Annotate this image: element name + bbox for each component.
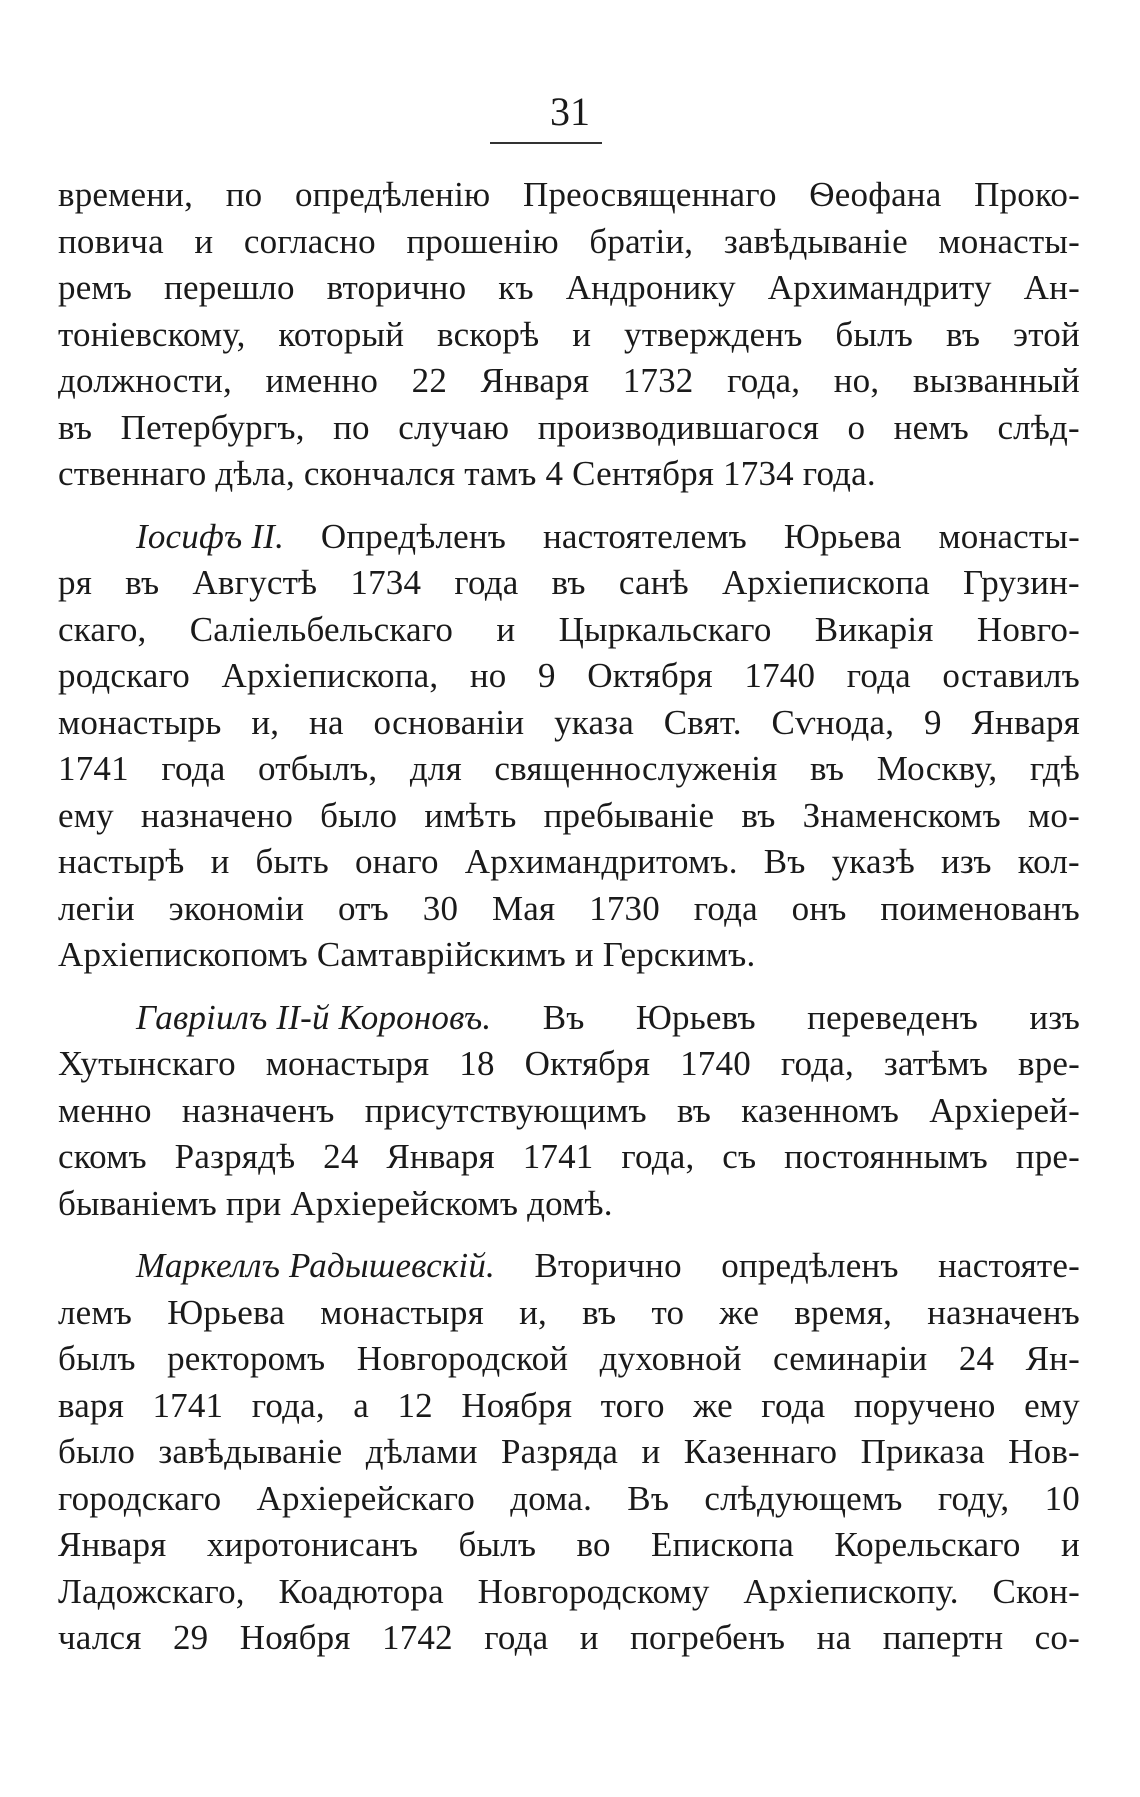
text-line: ственнаго дѣла, скончался тамъ 4 Сентября 1734 года. [58,454,876,493]
body-text [58,172,1080,1662]
text-line: повича и согласно прошенію братіи, завѣдываніе монасты- [58,221,1080,261]
page-number-rule [490,142,602,144]
paragraph-first-line: Маркеллъ Радышевскій. Вторично опредѣленъ настояте- [58,1243,1080,1290]
text-line: Января хиротонисанъ былъ во Епископа Корельскаго и [58,1525,1080,1564]
text-line: Хутынскаго монастыря 18 Октября 1740 года, затѣмъ вре- [58,1044,1080,1083]
person-name: Іосифъ II. [136,516,285,556]
text-line: настырѣ и быть онаго Архимандритомъ. Въ указѣ изъ кол- [58,842,1080,881]
text-line: тоніевскому, который вскорѣ и утвержденъ былъ въ этой [58,314,1080,354]
text-line: ря въ Августѣ 1734 года въ санѣ Архіепископа Грузин- [58,563,1080,602]
text-line: ему назначено было имѣть пребываніе въ Знаменскомъ мо- [58,795,1080,835]
text-line: городскаго Архіерейскаго дома. Въ слѣдующемъ году, 10 [58,1478,1080,1518]
page-number: 31 [550,89,590,134]
paragraph-first-line: Гавріилъ II-й Короновъ. Въ Юрьевъ переведенъ изъ [58,995,1080,1042]
text-line: былъ ректоромъ Новгородской духовной семинаріи 24 Ян- [58,1339,1080,1378]
text-line: было завѣдываніе дѣлами Разряда и Казеннаго Приказа Нов- [58,1432,1080,1471]
text-line: монастырь и, на основаніи указа Свят. Сѵнода, 9 Января [58,702,1080,742]
text-line: скаго, Саліельбельскаго и Цыркальскаго Викарія Новго- [58,609,1080,649]
person-name: Гавріилъ II-й Короновъ. [136,997,492,1037]
text-line: въ Петербургъ, по случаю производившагося о немъ слѣд- [58,407,1080,447]
text-line: менно назначенъ присутствующимъ въ казенномъ Архіерей- [58,1090,1080,1130]
text-line: Ладожскаго, Коадютора Новгородскому Архіепископу. Скон- [58,1571,1080,1611]
text-line: родскаго Архіепископа, но 9 Октября 1740 года оставилъ [58,656,1080,695]
text-line: лемъ Юрьева монастыря и, въ то же время, назначенъ [58,1292,1080,1332]
text-line: варя 1741 года, а 12 Ноября того же года поручено ему [58,1385,1080,1425]
text-line: ремъ перешло вторично къ Андронику Архимандриту Ан- [58,268,1080,307]
text-line: 1741 года отбылъ, для священнослуженія въ Москву, гдѣ [58,749,1080,788]
text-line: скомъ Разрядѣ 24 Января 1741 года, съ постояннымъ пре- [58,1137,1080,1176]
text-line: легіи экономіи отъ 30 Мая 1730 года онъ поименованъ [58,888,1080,928]
text-line: должности, именно 22 Января 1732 года, но, вызванный [58,361,1080,400]
text-line: чался 29 Ноября 1742 года и погребенъ на папертн со- [58,1618,1080,1657]
paragraph-first-line: Іосифъ II. Опредѣленъ настоятелемъ Юрьева монасты- [58,514,1080,561]
text-line: бываніемъ при Архіерейскомъ домѣ. [58,1183,613,1223]
text-line: времени, по опредѣленію Преосвященнаго Ѳеофана Проко- [58,175,1080,214]
person-name: Маркеллъ Радышевскій. [136,1246,495,1285]
text-line: Архіепископомъ Самтаврійскимъ и Герскимъ. [58,935,756,974]
